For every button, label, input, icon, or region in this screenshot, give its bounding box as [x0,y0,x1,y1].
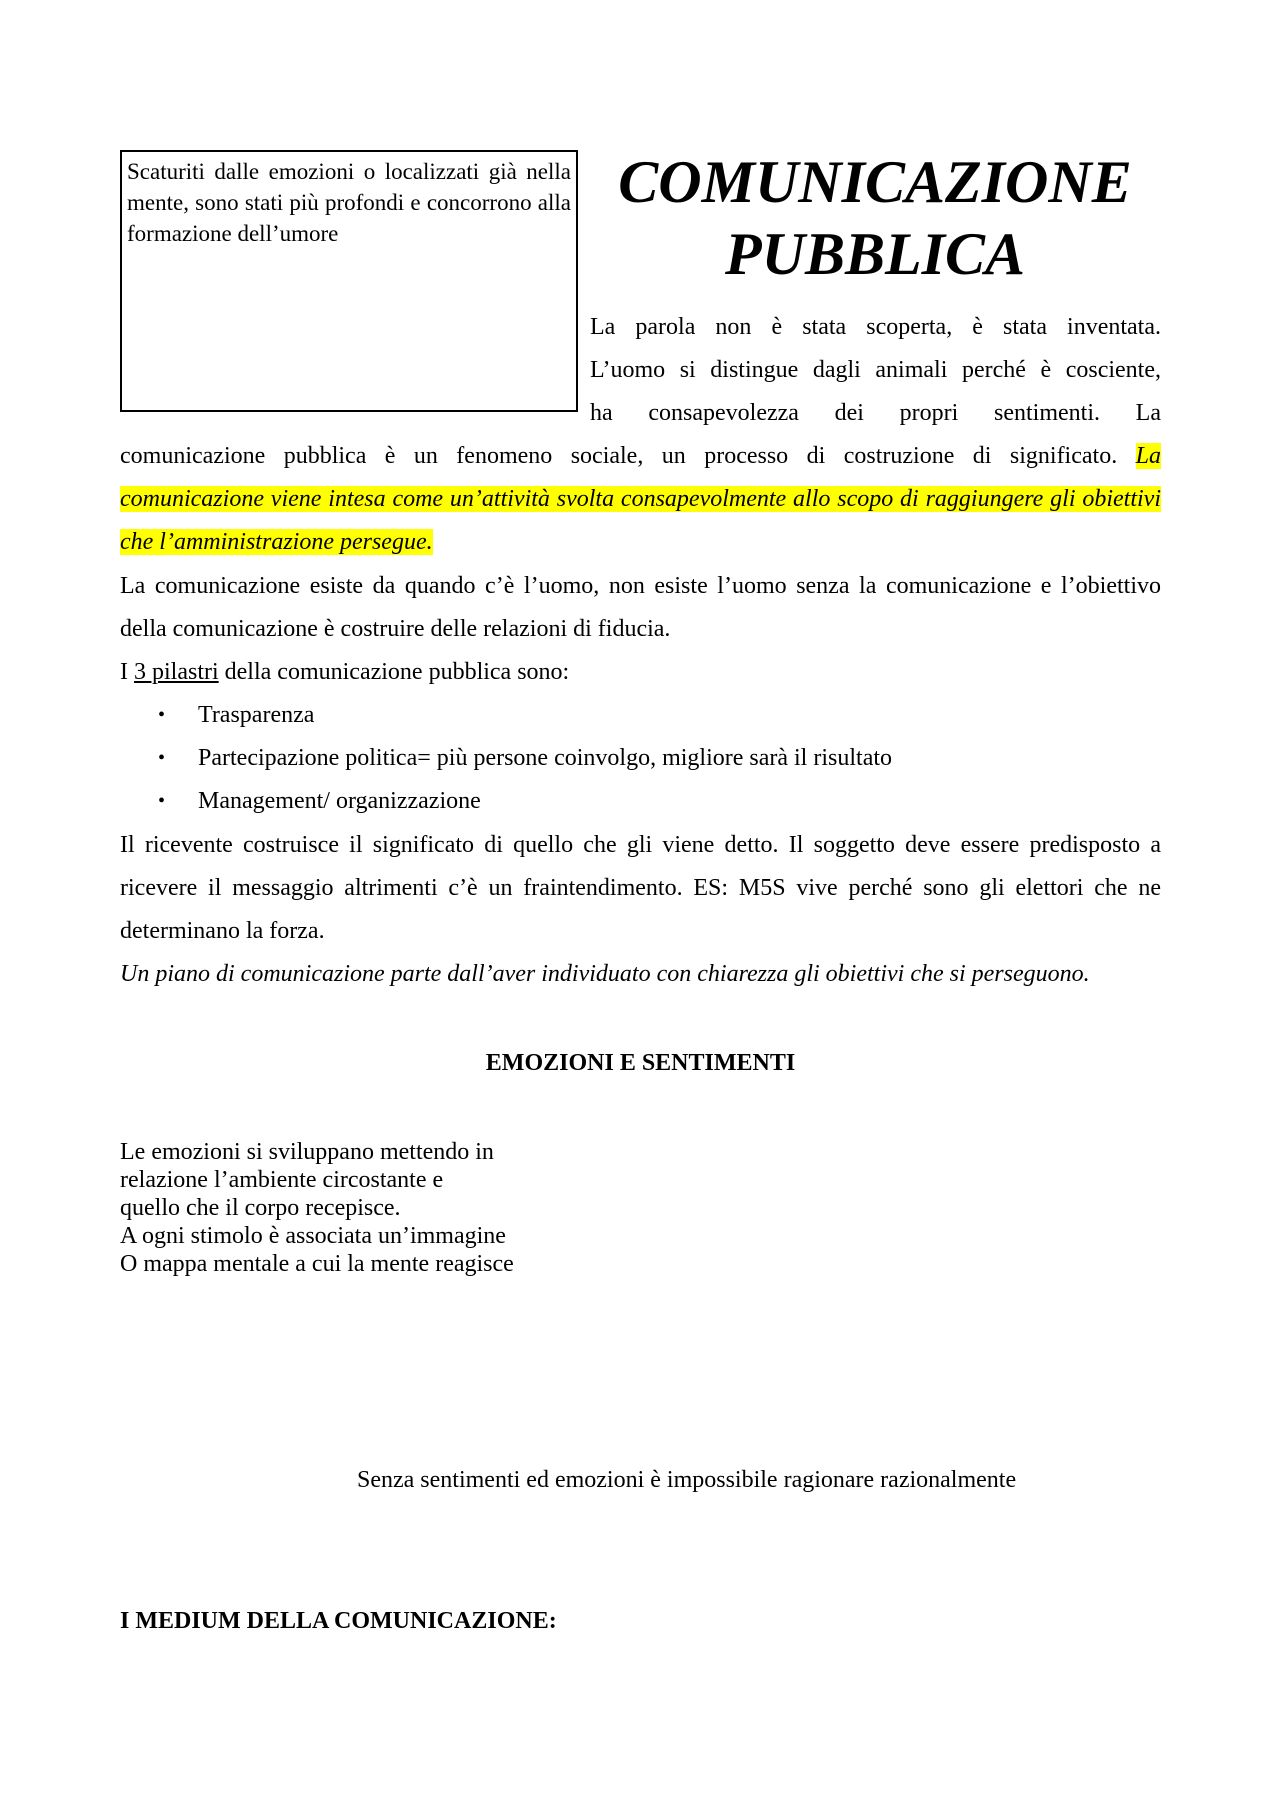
bullet-icon: • [158,790,166,812]
intro-line-3: ha consapevolezza dei propri sentimenti. La [590,400,1161,426]
intro-line-4-text: comunicazione pubblica è un fenomeno sociale, un processo di costruzione di significato. [120,443,1118,469]
pillar-label: Management/ organizzazione [198,788,481,814]
highlighted-text: comunicazione viene intesa come un’attività svolta consapevolmente allo scopo di raggiungere gli obiettivi che l’amministrazione persegue. [120,486,1161,555]
emotions-line-5: O mappa mentale a cui la mente reagisce [120,1251,514,1277]
pillars-list [120,694,1161,823]
intro-line-1: La parola non è stata scoperta, è stata inventata. [590,314,1161,340]
pillar-label: Partecipazione politica= più persone coinvolgo, migliore sarà il risultato [198,745,893,771]
emotions-line-4: A ogni stimolo è associata un’immagine [120,1223,506,1249]
title-line-1: COMUNICAZIONE [618,149,1132,215]
title-line-2: PUBBLICA [724,221,1026,287]
list-item [120,694,1161,737]
intro-line-2: L’uomo si distingue dagli animali perché è cosciente, [590,357,1161,383]
intro-line-4 [120,435,1161,478]
emotions-line-1: Le emozioni si sviluppano mettendo in [120,1139,494,1165]
pillars-intro [120,651,1161,694]
section-heading-medium: I MEDIUM DELLA COMUNICAZIONE: [120,1608,557,1634]
emotions-text-block [120,1138,514,1278]
emotions-line-2: relazione l’ambiente circostante e [120,1167,444,1193]
paragraph-receiver: Il ricevente costruisce il significato di quello che gli viene detto. Il soggetto deve essere predisposto a ricevere il messaggio altrimenti c’è un fraintendimento. ES: M5S vive perché sono gli elettori che ne determinano la forza. [120,832,1161,944]
bullet-icon: • [158,747,166,769]
list-item [120,737,1161,780]
pillars-suffix: della comunicazione pubblica sono: [218,659,570,685]
page-title [585,146,1165,290]
pillars-prefix: I [120,659,134,685]
bullet-icon: • [158,704,166,726]
paragraph-relationship: La comunicazione esiste da quando c’è l’uomo, non esiste l’uomo senza la comunicazione e l’obiettivo della comunicazione è costruire delle relazioni di fiducia. [120,573,1161,642]
intro-wrapped-lines [590,306,1161,435]
list-item [120,780,1161,823]
pillars-underlined: 3 pilastri [134,659,219,685]
pillar-label: Trasparenza [198,702,315,728]
sidebar-text-box [120,150,578,412]
highlighted-text-start: La [1135,443,1161,469]
emotions-statement: Senza sentimenti ed emozioni è impossibile ragionare razionalmente [357,1467,1017,1493]
emotions-line-3: quello che il corpo recepisce. [120,1195,401,1221]
section-heading-emotions: EMOZIONI E SENTIMENTI [485,1050,796,1076]
text-box-content: Scaturiti dalle emozioni o localizzati già nella mente, sono stati più profondi e concorrono alla formazione dell’umore [127,159,571,246]
highlighted-sentence [120,478,1161,564]
paragraph-plan: Un piano di comunicazione parte dall’aver individuato con chiarezza gli obiettivi che si perseguono. [120,961,1090,987]
intro-paragraph-continued [120,435,1161,564]
